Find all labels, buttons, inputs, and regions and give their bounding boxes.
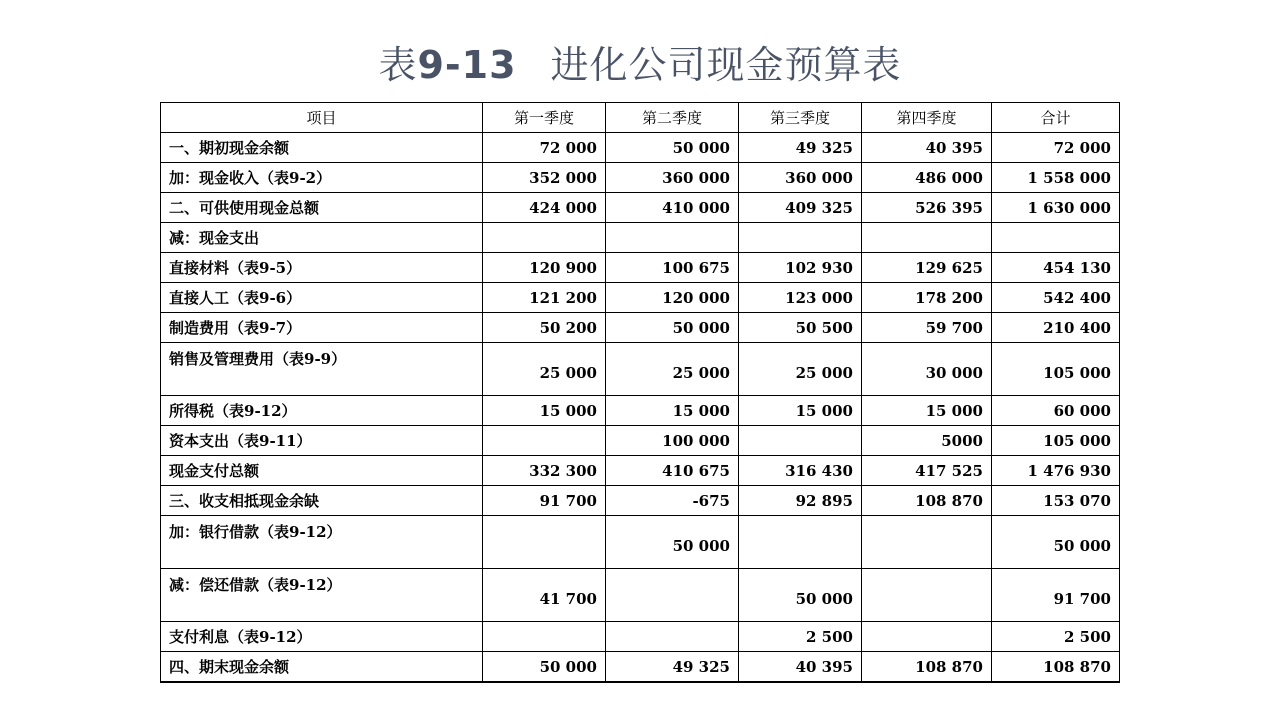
- row-value-q3: [739, 516, 862, 569]
- row-value-total: 210 400: [992, 313, 1120, 343]
- row-value-q1: 50 000: [483, 652, 606, 683]
- table-row: [161, 569, 1120, 622]
- row-value-q3: 50 500: [739, 313, 862, 343]
- table-row: [161, 133, 1120, 163]
- row-value-q3: 25 000: [739, 343, 862, 396]
- row-value-total: 454 130: [992, 253, 1120, 283]
- row-value-q2: 50 000: [606, 313, 739, 343]
- row-value-q3: 360 000: [739, 163, 862, 193]
- table-row: [161, 652, 1120, 683]
- row-label: 加：现金收入（表9-2）: [161, 163, 483, 193]
- table-row: [161, 253, 1120, 283]
- title-prefix: 表: [378, 43, 418, 87]
- row-value-q1: 332 300: [483, 456, 606, 486]
- row-value-q2: 49 325: [606, 652, 739, 683]
- row-value-q2: 120 000: [606, 283, 739, 313]
- table-row: [161, 426, 1120, 456]
- row-value-total: 105 000: [992, 426, 1120, 456]
- row-label: 三、收支相抵现金余缺: [161, 486, 483, 516]
- header-q1: 第一季度: [483, 103, 606, 133]
- title-name: 进化公司现金预算表: [550, 43, 902, 87]
- row-label: 资本支出（表9-11）: [161, 426, 483, 456]
- row-value-q3: 49 325: [739, 133, 862, 163]
- row-label: 制造费用（表9-7）: [161, 313, 483, 343]
- row-value-q1: 25 000: [483, 343, 606, 396]
- row-value-q2: 15 000: [606, 396, 739, 426]
- row-label: 支付利息（表9-12）: [161, 622, 483, 652]
- row-value-q4: [862, 622, 992, 652]
- table-row: [161, 163, 1120, 193]
- row-value-q1: 120 900: [483, 253, 606, 283]
- row-value-total: 1 558 000: [992, 163, 1120, 193]
- row-value-q4: 417 525: [862, 456, 992, 486]
- table-row: [161, 283, 1120, 313]
- row-value-q4: 526 395: [862, 193, 992, 223]
- row-value-q1: 352 000: [483, 163, 606, 193]
- row-label: 一、期初现金余额: [161, 133, 483, 163]
- row-value-q1: 41 700: [483, 569, 606, 622]
- row-value-total: 60 000: [992, 396, 1120, 426]
- row-value-q4: 40 395: [862, 133, 992, 163]
- row-value-total: 105 000: [992, 343, 1120, 396]
- row-label: 现金支付总额: [161, 456, 483, 486]
- row-value-total: 91 700: [992, 569, 1120, 622]
- row-value-q3: [739, 426, 862, 456]
- row-value-q4: 178 200: [862, 283, 992, 313]
- row-value-total: 2 500: [992, 622, 1120, 652]
- table-row: [161, 343, 1120, 396]
- row-value-q1: [483, 223, 606, 253]
- row-value-q2: 100 000: [606, 426, 739, 456]
- row-value-q2: 25 000: [606, 343, 739, 396]
- row-value-total: 153 070: [992, 486, 1120, 516]
- row-value-q4: 5000: [862, 426, 992, 456]
- row-value-q4: [862, 569, 992, 622]
- row-label: 减：偿还借款（表9-12）: [161, 569, 483, 622]
- row-value-q2: -675: [606, 486, 739, 516]
- row-value-q2: 410 000: [606, 193, 739, 223]
- table-row: [161, 486, 1120, 516]
- row-value-q1: 15 000: [483, 396, 606, 426]
- row-label: 所得税（表9-12）: [161, 396, 483, 426]
- row-value-total: 542 400: [992, 283, 1120, 313]
- row-value-q3: 409 325: [739, 193, 862, 223]
- row-value-q4: 108 870: [862, 486, 992, 516]
- row-value-q4: 30 000: [862, 343, 992, 396]
- row-value-q4: 59 700: [862, 313, 992, 343]
- row-label: 四、期末现金余额: [161, 652, 483, 683]
- row-value-total: [992, 223, 1120, 253]
- cash-budget-table: [160, 102, 1120, 683]
- row-value-total: 72 000: [992, 133, 1120, 163]
- table-row: [161, 456, 1120, 486]
- row-value-q3: 123 000: [739, 283, 862, 313]
- row-value-q1: [483, 426, 606, 456]
- row-value-total: 50 000: [992, 516, 1120, 569]
- row-value-q2: 360 000: [606, 163, 739, 193]
- row-value-q3: 40 395: [739, 652, 862, 683]
- row-value-q3: 102 930: [739, 253, 862, 283]
- header-q3: 第三季度: [739, 103, 862, 133]
- row-value-q2: 100 675: [606, 253, 739, 283]
- row-label: 销售及管理费用（表9-9）: [161, 343, 483, 396]
- row-value-q1: 424 000: [483, 193, 606, 223]
- row-value-total: 108 870: [992, 652, 1120, 683]
- header-q2: 第二季度: [606, 103, 739, 133]
- row-value-q2: [606, 569, 739, 622]
- row-label: 直接人工（表9-6）: [161, 283, 483, 313]
- row-value-q4: 129 625: [862, 253, 992, 283]
- row-value-q1: 50 200: [483, 313, 606, 343]
- row-value-total: 1 630 000: [992, 193, 1120, 223]
- row-value-q4: 486 000: [862, 163, 992, 193]
- row-label: 减：现金支出: [161, 223, 483, 253]
- row-value-q4: 108 870: [862, 652, 992, 683]
- row-value-q3: 15 000: [739, 396, 862, 426]
- row-value-q4: [862, 516, 992, 569]
- row-value-q3: 50 000: [739, 569, 862, 622]
- row-value-q1: [483, 516, 606, 569]
- row-value-q2: 410 675: [606, 456, 739, 486]
- row-value-q4: [862, 223, 992, 253]
- row-label: 直接材料（表9-5）: [161, 253, 483, 283]
- table-row: [161, 396, 1120, 426]
- row-value-q3: 2 500: [739, 622, 862, 652]
- row-value-q4: 15 000: [862, 396, 992, 426]
- row-value-q2: 50 000: [606, 133, 739, 163]
- table-row: [161, 622, 1120, 652]
- row-label: 二、可供使用现金总额: [161, 193, 483, 223]
- row-value-q2: [606, 223, 739, 253]
- row-label: 加：银行借款（表9-12）: [161, 516, 483, 569]
- header-total: 合计: [992, 103, 1120, 133]
- page-title: [0, 34, 1280, 89]
- header-row: [161, 103, 1120, 133]
- header-q4: 第四季度: [862, 103, 992, 133]
- row-value-q2: [606, 622, 739, 652]
- table-row: [161, 223, 1120, 253]
- row-value-q1: 121 200: [483, 283, 606, 313]
- row-value-q1: 91 700: [483, 486, 606, 516]
- table-row: [161, 193, 1120, 223]
- row-value-q2: 50 000: [606, 516, 739, 569]
- table-row: [161, 313, 1120, 343]
- table-row: [161, 516, 1120, 569]
- row-value-q3: 92 895: [739, 486, 862, 516]
- row-value-q3: 316 430: [739, 456, 862, 486]
- row-value-q1: 72 000: [483, 133, 606, 163]
- title-number: 9-13: [417, 43, 517, 87]
- row-value-total: 1 476 930: [992, 456, 1120, 486]
- header-item: 项目: [161, 103, 483, 133]
- row-value-q1: [483, 622, 606, 652]
- row-value-q3: [739, 223, 862, 253]
